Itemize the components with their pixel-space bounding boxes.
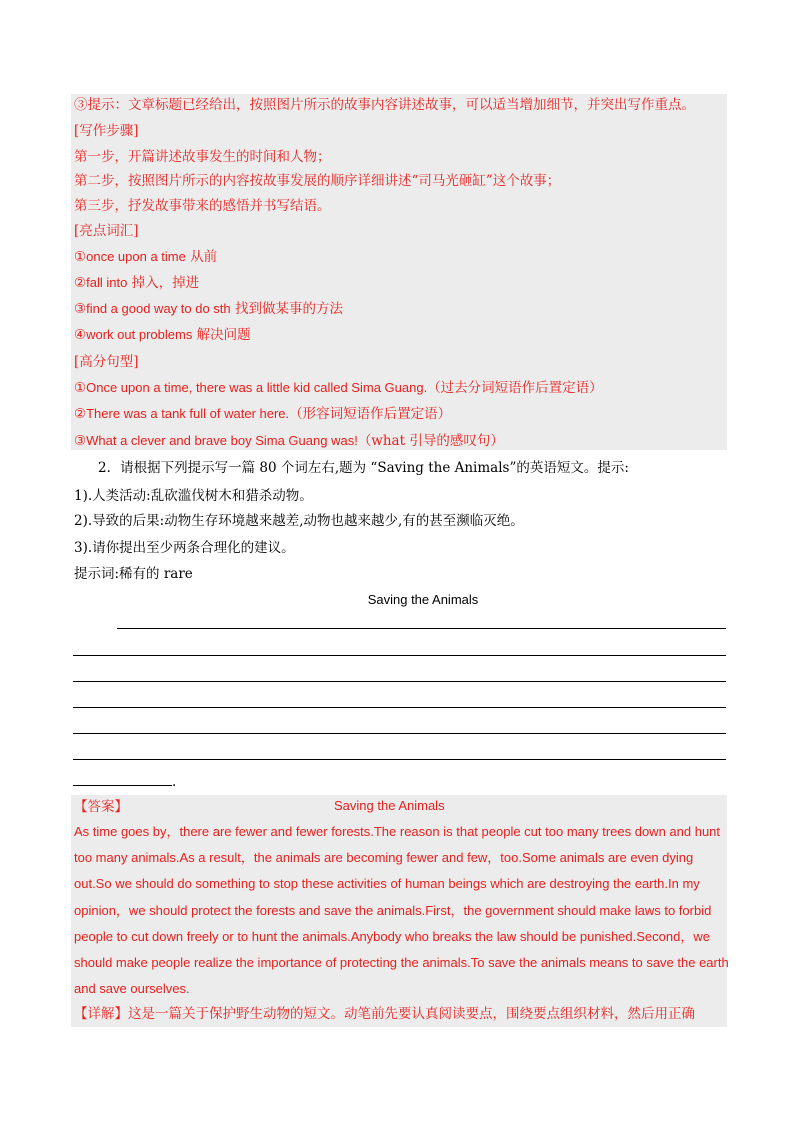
answer-line: As time goes by，there are fewer and fewer forests.The reason is that people cut too many trees down and hunt xyxy=(74,824,721,839)
writing-line xyxy=(73,759,726,760)
writing-line xyxy=(73,733,726,734)
end-dot: . xyxy=(172,774,177,790)
writing-line xyxy=(73,707,726,708)
question-2-point: 1).人类活动:乱砍滥伐树木和猎杀动物。 xyxy=(74,488,313,504)
vocab-item: ①once upon a time 从前 xyxy=(74,249,218,265)
hint-word: 提示词:稀有的 rare xyxy=(74,566,193,582)
sentence-item: ③What a clever and brave boy Sima Guang was!（what 引导的感叹句） xyxy=(74,433,504,449)
answer-line: people to cut down freely or to hunt the animals.Anybody who breaks the law should be punished.Second，we xyxy=(74,929,710,944)
answer-line: too many animals.As a result，the animals are becoming fewer and few，too.Some animals are even dying xyxy=(74,850,694,865)
writing-line xyxy=(73,681,726,682)
vocab-item: ②fall into 掉入，掉进 xyxy=(74,275,200,291)
explanation xyxy=(74,1005,695,1023)
writing-line xyxy=(73,655,726,656)
steps-heading: [写作步骤] xyxy=(74,123,139,139)
writing-line xyxy=(73,785,172,786)
step-2: 第二步，按照图片所示的内容按故事发展的顺序详细讲述“司马光砸缸”这个故事； xyxy=(74,173,561,189)
writing-line xyxy=(117,628,726,629)
sentence-item: ②There was a tank full of water here.（形容词短语作后置定语） xyxy=(74,406,452,422)
answer-line: should make people realize the importance of protecting the animals.To save the animals means to save the earth xyxy=(74,955,729,970)
answer-line: out.So we should do something to stop these activities of human beings which are destroying the earth.In my xyxy=(74,876,700,891)
step-1: 第一步，开篇讲述故事发生的时间和人物； xyxy=(74,149,331,165)
answer-line: opinion，we should protect the forests and save the animals.First，the government should make laws to forbid xyxy=(74,903,712,918)
question-2-prompt: 2．请根据下列提示写一篇 80 个词左右,题为 “Saving the Animals”的英语短文。提示: xyxy=(98,460,629,476)
sentence-item: ①Once upon a time, there was a little kid called Sima Guang.（过去分词短语作后置定语） xyxy=(74,380,603,396)
vocab-item: ④work out problems 解决问题 xyxy=(74,327,251,343)
question-2-point: 3).请你提出至少两条合理化的建议。 xyxy=(74,540,295,556)
vocab-item: ③find a good way to do sth 找到做某事的方法 xyxy=(74,301,343,317)
question-2-point: 2).导致的后果:动物生存环境越来越差,动物也越来越少,有的甚至濒临灭绝。 xyxy=(74,513,524,529)
sentences-heading: [高分句型] xyxy=(74,354,139,370)
answer-line: and save ourselves. xyxy=(74,981,190,996)
answer-label: 【答案】 xyxy=(74,799,128,815)
explanation-label: 【详解】 xyxy=(74,1006,128,1022)
vocab-heading: [亮点词汇] xyxy=(74,223,139,239)
essay-title: Saving the Animals xyxy=(367,592,479,607)
explanation-text: 这是一篇关于保护野生动物的短文。动笔前先要认真阅读要点，围绕要点组织材料，然后用正确 xyxy=(128,1006,695,1022)
answer-title: Saving the Animals xyxy=(334,798,445,813)
hint-3: ③提示：文章标题已经给出，按照图片所示的故事内容讲述故事，可以适当增加细节，并突出写作重点。 xyxy=(74,97,695,113)
step-3: 第三步，抒发故事带来的感悟并书写结语。 xyxy=(74,198,331,214)
